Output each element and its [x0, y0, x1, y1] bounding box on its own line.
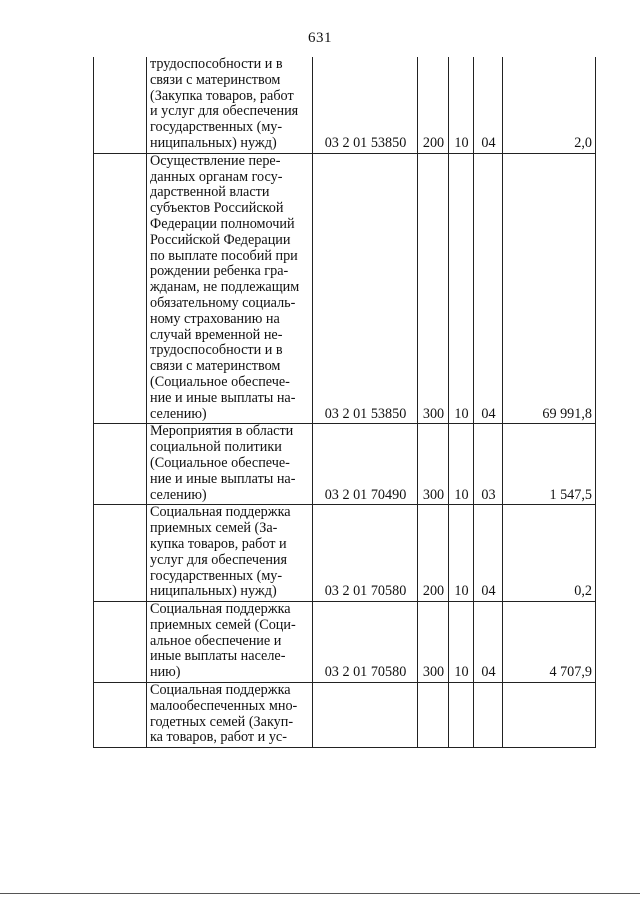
section-cell: 10 — [449, 57, 474, 153]
item-name-line: государственных (му- — [150, 119, 283, 136]
item-name-line: услуг для обеспечения — [150, 551, 288, 568]
item-name-line: приемных семей (Соци- — [150, 616, 296, 633]
item-name-line: ние и иные выплаты на- — [150, 470, 296, 487]
item-name-line: (Закупка товаров, работ — [150, 87, 294, 104]
item-name-cell — [147, 153, 313, 424]
budget-table — [93, 57, 596, 748]
subsection-cell: 04 — [474, 602, 503, 683]
section-cell: 10 — [449, 153, 474, 424]
item-name-line: и услуг для обеспечения — [150, 103, 299, 120]
item-name-line: жданам, не подлежащим — [150, 279, 300, 296]
table-body — [94, 57, 596, 748]
table-row — [94, 683, 596, 748]
table-row — [94, 505, 596, 602]
target-article-cell — [313, 683, 418, 748]
blank-cell — [94, 153, 147, 424]
item-name-line: купка товаров, работ и — [150, 535, 287, 552]
item-name-line: дарственной власти — [150, 184, 270, 201]
target-article-cell: 03 2 01 70580 — [313, 602, 418, 683]
blank-cell — [94, 602, 147, 683]
item-name-line: ному страхованию на — [150, 310, 280, 327]
item-name-cell — [147, 424, 313, 505]
target-article-cell: 03 2 01 53850 — [313, 57, 418, 153]
subsection-cell: 04 — [474, 505, 503, 602]
section-cell: 10 — [449, 602, 474, 683]
item-name-line: иные выплаты населе- — [150, 648, 286, 665]
expense-type-cell: 300 — [418, 153, 449, 424]
item-name-cell — [147, 505, 313, 602]
item-name-line: социальной политики — [150, 439, 282, 456]
blank-cell — [94, 57, 147, 153]
amount-cell: 69 991,8 — [503, 153, 596, 424]
amount-cell: 2,0 — [503, 57, 596, 153]
item-name-line: ние и иные выплаты на- — [150, 389, 296, 406]
table-row — [94, 57, 596, 153]
item-name-line: Российской Федерации — [150, 231, 291, 248]
page-number: 631 — [308, 30, 332, 46]
expense-type-cell: 300 — [418, 602, 449, 683]
item-name-line: Социальная поддержка — [150, 504, 291, 521]
item-name-line: приемных семей (За- — [150, 520, 278, 537]
item-name-line: альное обеспечение и — [150, 632, 282, 649]
subsection-cell: 04 — [474, 57, 503, 153]
table-row — [94, 153, 596, 424]
item-name-cell — [147, 683, 313, 748]
item-name-line: государственных (му- — [150, 567, 283, 584]
amount-cell: 0,2 — [503, 505, 596, 602]
item-name-line: данных органам госу- — [150, 168, 283, 185]
item-name-line: Социальная поддержка — [150, 601, 291, 618]
item-name-line: селению) — [150, 405, 207, 422]
subsection-cell — [474, 683, 503, 748]
item-name-cell — [147, 602, 313, 683]
item-name-line: Социальная поддержка — [150, 682, 291, 699]
item-name-line: (Социальное обеспече- — [150, 373, 290, 390]
item-name-line: нию) — [150, 664, 181, 681]
section-cell: 10 — [449, 424, 474, 505]
item-name-cell — [147, 57, 313, 153]
expense-type-cell — [418, 683, 449, 748]
item-name-line: рождении ребенка гра- — [150, 263, 289, 280]
item-name-line: ка товаров, работ и ус- — [150, 729, 287, 746]
page-bottom-rule — [0, 893, 640, 894]
item-name-line: ниципальных) нужд) — [150, 134, 277, 151]
item-name-line: годетных семей (Закуп- — [150, 713, 294, 730]
subsection-cell: 03 — [474, 424, 503, 505]
target-article-cell: 03 2 01 70490 — [313, 424, 418, 505]
item-name-line: Федерации полномочий — [150, 215, 295, 232]
item-name-line: обязательному социаль- — [150, 294, 296, 311]
section-cell: 10 — [449, 505, 474, 602]
table-row — [94, 602, 596, 683]
item-name-line: малообеспеченных мно- — [150, 697, 298, 714]
table-row — [94, 424, 596, 505]
blank-cell — [94, 683, 147, 748]
item-name-line: селению) — [150, 486, 207, 503]
expense-type-cell: 200 — [418, 57, 449, 153]
amount-cell: 4 707,9 — [503, 602, 596, 683]
blank-cell — [94, 505, 147, 602]
item-name-line: случай временной не- — [150, 326, 283, 343]
item-name-line: трудоспособности и в — [150, 57, 283, 72]
item-name-line: связи с материнством — [150, 358, 281, 375]
item-name-line: Осуществление пере- — [150, 153, 281, 169]
target-article-cell: 03 2 01 70580 — [313, 505, 418, 602]
expense-type-cell: 200 — [418, 505, 449, 602]
amount-cell: 1 547,5 — [503, 424, 596, 505]
item-name-line: ниципальных) нужд) — [150, 583, 277, 600]
item-name-line: по выплате пособий при — [150, 247, 298, 264]
item-name-line: (Социальное обеспече- — [150, 454, 290, 471]
section-cell — [449, 683, 474, 748]
amount-cell — [503, 683, 596, 748]
item-name-line: субъектов Российской — [150, 200, 284, 217]
target-article-cell: 03 2 01 53850 — [313, 153, 418, 424]
item-name-line: трудоспособности и в — [150, 342, 283, 359]
expense-type-cell: 300 — [418, 424, 449, 505]
subsection-cell: 04 — [474, 153, 503, 424]
item-name-line: Мероприятия в области — [150, 423, 294, 440]
item-name-line: связи с материнством — [150, 71, 281, 88]
blank-cell — [94, 424, 147, 505]
